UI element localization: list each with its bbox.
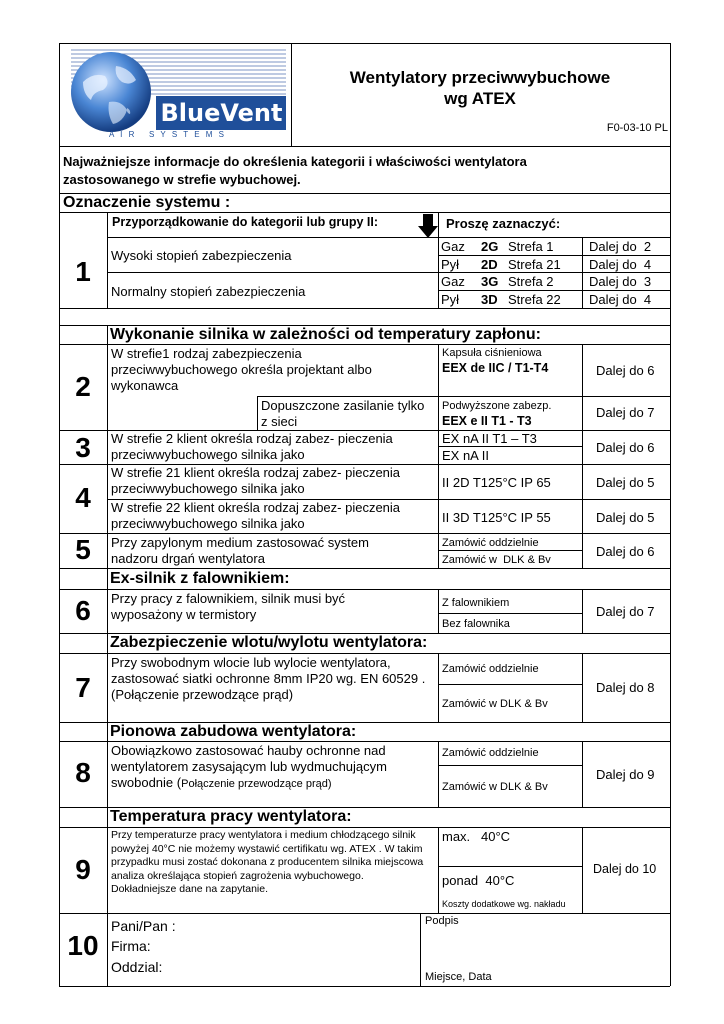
choose-header: Proszę zaznaczyć: xyxy=(446,216,561,231)
logo-brand: BlueVent xyxy=(160,99,283,127)
assignment-header: Przyporządkowanie do kategorii lub grupy II: xyxy=(112,215,379,229)
doc-code: F0-03-10 PL xyxy=(606,122,668,134)
opt-eex-e[interactable]: EEX e II T1 - T3 xyxy=(442,414,532,428)
option-row[interactable]: Gaz 2G Strefa 1 xyxy=(441,239,554,254)
row2-text: W strefie1 rodzaj zabezpieczenia przeciwwybuchowego określa projektant albo wykonawca xyxy=(111,346,372,393)
option-next: Dalej do 3 xyxy=(589,274,652,289)
opt-order-separately[interactable]: Zamówić oddzielnie xyxy=(442,663,539,675)
next-step: Dalej do 7 xyxy=(596,405,655,420)
opt-ex-na[interactable]: EX nA II xyxy=(442,448,489,463)
title-line-2: wg ATEX xyxy=(444,89,516,108)
option-next: Dalej do 4 xyxy=(589,257,652,272)
intro-text: Najważniejsze informacje do określenia kategorii i właściwości wentylatora zastosowanego w strefie wybuchowej. xyxy=(63,154,527,187)
opt-order-dlk[interactable]: Zamówić w DLK & Bv xyxy=(442,698,548,710)
section-temp-title: Temperatura pracy wentylatora: xyxy=(110,808,352,825)
opt-3d-ip55[interactable]: II 3D T125°C IP 55 xyxy=(442,510,551,525)
opt-pressure-capsule[interactable]: Kapsuła ciśnieniowa xyxy=(442,347,542,359)
next-step: Dalej do 10 xyxy=(593,862,657,876)
row-number-7: 7 xyxy=(75,672,91,703)
logo xyxy=(61,44,290,141)
row8-text: Obowiązkowo zastosować hauby ochronne nad wentylatorem zasysającym lub wydmuchującym swobodnie (Połączenie przewodzące prąd) xyxy=(111,743,387,790)
row-number-2: 2 xyxy=(75,371,91,402)
company-label[interactable]: Firma: xyxy=(111,938,151,954)
row5-text: Przy zapylonym medium zastosować system nadzoru drgań wentylatora xyxy=(111,535,369,566)
opt-2d-ip65[interactable]: II 2D T125°C IP 65 xyxy=(442,475,551,490)
row9-text: Przy temperaturze pracy wentylatora i medium chłodzącego silnik powyżej 40°C nie możemy wystawić certifikatu wg. ATEX . W takim przypadku musi zostać dokonana z producentem silnika miejscowa analiza określająca stopień zagrożenia wybuchowego. Dokładniejsze dane na zapytanie. xyxy=(111,829,424,895)
opt-above-40c[interactable]: ponad 40°C xyxy=(442,873,515,888)
row4-text-a: W strefie 21 klient określa rodzaj zabez- pieczenia przeciwwybuchowego silnika jako xyxy=(111,465,401,496)
next-step: Dalej do 5 xyxy=(596,510,655,525)
section-motor-title: Wykonanie silnika w zależności od temperatury zapłonu: xyxy=(110,326,541,343)
title-line-1: Wentylatory przeciwwybuchowe xyxy=(349,68,611,87)
row-number-6: 6 xyxy=(75,595,91,626)
next-step: Dalej do 6 xyxy=(596,363,655,378)
header-divider xyxy=(291,43,292,146)
opt-order-separately[interactable]: Zamówić oddzielnie xyxy=(442,537,539,549)
next-step: Dalej do 6 xyxy=(596,544,655,559)
opt-order-separately[interactable]: Zamówić oddzielnie xyxy=(442,747,539,759)
opt-with-inverter[interactable]: Z falownikiem xyxy=(442,597,510,609)
page-title xyxy=(300,67,660,109)
next-step: Dalej do 8 xyxy=(596,680,655,695)
row4-text-b: W strefie 22 klient określa rodzaj zabez- pieczenia przeciwwybuchowego silnika jako xyxy=(111,500,401,531)
opt-order-dlk[interactable]: Zamówić w DLK & Bv xyxy=(442,781,548,793)
branch-label[interactable]: Oddzial: xyxy=(111,959,163,975)
opt-eex-de[interactable]: EEX de IIC / T1-T4 xyxy=(442,361,549,375)
opt-ex-na-t1-t3[interactable]: EX nA II T1 – T3 xyxy=(442,431,537,446)
row7-text: Przy swobodnym wlocie lub wylocie wentylatora, zastosować siatki ochronne 8mm IP20 wg. EN 60529 . (Połączenie przewodzące prąd) xyxy=(111,655,426,702)
normal-protection-label: Normalny stopień zabezpieczenia xyxy=(111,284,306,299)
extra-cost-note: Koszty dodatkowe wg. nakładu xyxy=(442,899,566,909)
signature-label[interactable]: Podpis xyxy=(425,915,459,927)
next-step: Dalej do 7 xyxy=(596,604,655,619)
opt-order-dlk[interactable]: Zamówić w DLK & Bv xyxy=(442,554,551,566)
row-number-9: 9 xyxy=(75,854,91,885)
supply-note: Dopuszczone zasilanie tylko z sieci xyxy=(261,398,425,429)
option-row[interactable]: Pył 3D Strefa 22 xyxy=(441,292,561,307)
border-left xyxy=(59,43,60,986)
name-label[interactable]: Pani/Pan : xyxy=(111,918,176,934)
opt-increased-protection[interactable]: Podwyższone zabezp. xyxy=(442,400,552,412)
row-number-1: 1 xyxy=(75,256,91,287)
high-protection-label: Wysoki stopień zabezpieczenia xyxy=(111,248,292,263)
row-number-3: 3 xyxy=(75,432,91,463)
opt-max-40c[interactable]: max. 40°C xyxy=(442,829,511,844)
section-fc-title: Ex-silnik z falownikiem: xyxy=(110,570,290,587)
section-inlet-title: Zabezpieczenie wlotu/wylotu wentylatora: xyxy=(110,634,428,651)
place-date-label[interactable]: Miejsce, Data xyxy=(425,971,492,983)
row3-text: W strefie 2 klient określa rodzaj zabez- pieczenia przeciwwybuchowego silnika jako xyxy=(111,431,393,462)
row-number-4: 4 xyxy=(75,482,91,513)
option-row[interactable]: Pył 2D Strefa 21 xyxy=(441,257,561,272)
section-system-title: Oznaczenie systemu : xyxy=(63,194,231,211)
section-vertical-title: Pionowa zabudowa wentylatora: xyxy=(110,723,357,740)
option-next: Dalej do 4 xyxy=(589,292,652,307)
next-step: Dalej do 9 xyxy=(596,767,655,782)
border-bottom xyxy=(59,986,670,987)
row-number-5: 5 xyxy=(75,534,91,565)
row-number-10: 10 xyxy=(67,930,99,961)
opt-without-inverter[interactable]: Bez falownika xyxy=(442,618,510,630)
arrow-down-icon xyxy=(418,214,438,238)
border-top xyxy=(59,43,670,44)
logo-tagline: A I R S Y S T E M S xyxy=(109,130,226,139)
option-next: Dalej do 2 xyxy=(589,239,652,254)
next-step: Dalej do 5 xyxy=(596,475,655,490)
row-number-8: 8 xyxy=(75,757,91,788)
row6-text: Przy pracy z falownikiem, silnik musi być wyposażony w termistory xyxy=(111,591,346,622)
option-row[interactable]: Gaz 3G Strefa 2 xyxy=(441,274,554,289)
next-step: Dalej do 6 xyxy=(596,440,655,455)
border-right xyxy=(670,43,671,986)
